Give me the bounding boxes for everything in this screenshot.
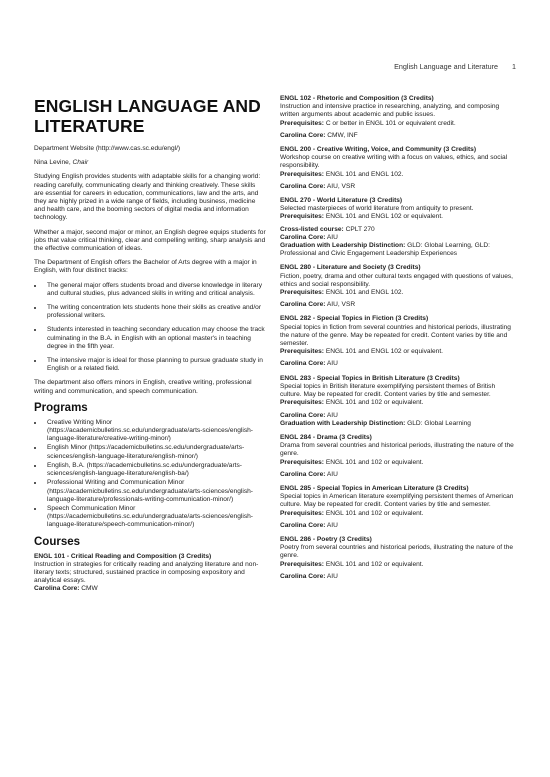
course-engl102 [280,95,518,140]
course-engl285 [280,485,518,530]
carolina-core-label: Carolina Core: [280,182,326,190]
course-description: Instruction in strategies for critically reading and analyzing literature and non-literary texts; structured, sustained practice in composing expository and analytical essays. [34,560,259,585]
carolina-core [34,585,266,593]
carolina-core [280,301,518,309]
page-title [34,96,266,136]
prerequisites-value: ENGL 101 and ENGL 102. [325,170,404,178]
course-description: Poetry from several countries and historical periods, illustrating the nature of the genre. [280,544,514,560]
course-engl283 [280,375,518,428]
course-title: ENGL 102 - Rhetoric and Composition (3 Credits) [280,95,434,102]
carolina-core-label: Carolina Core: [280,360,326,368]
carolina-core-label: Carolina Core: [280,572,326,580]
prerequisites-label: Prerequisites: [280,170,324,178]
course-description: Workshop course on creative writing with a focus on values, ethics, and social responsibility. [280,154,508,170]
carolina-core [280,132,518,140]
carolina-core-label: Carolina Core: [280,521,326,529]
prerequisites [280,171,518,179]
prerequisites [280,561,518,569]
carolina-core [280,412,518,420]
carolina-core-label: Carolina Core: [34,585,80,593]
title-line-2: LITERATURE [34,116,145,136]
leadership-distinction-value: GLD: Global Learning [407,419,471,427]
prerequisites-label: Prerequisites: [280,348,324,356]
prerequisites-value: ENGL 101 and 102 or equivalent. [325,560,424,568]
prerequisites-label: Prerequisites: [280,399,324,407]
prerequisites [280,510,518,518]
intro-paragraph-3: The Department of English offers the Bachelor of Arts degree with a major in English, with four distinct tracks: [34,259,257,275]
carolina-core [280,234,518,242]
intro-paragraph-2: Whether a major, second major or minor, an English degree equips students for jobs that value critical thinking, clear and compelling writing, sharp analysis and the effective communication of ideas. [34,228,266,253]
program-link[interactable]: • English, B.A. (https://academicbulletins.sc.edu/undergraduate/arts-sciences/english-language-literature/english-ba/) [44,462,266,478]
course-description: Special topics in fiction from several countries and historical periods, illustrating the nature of the genre. May be repeated for credit. Content varies by title and semester. [280,323,511,348]
prerequisites-value: ENGL 101 and ENGL 102 or equivalent. [325,348,444,356]
course-description: Special topics in American literature exemplifying persistent themes of American culture. May be repeated for credit. Content varies by title and semester. [280,493,514,509]
tracks-list [34,282,266,374]
department-website-link[interactable]: Department Website (http://www.cas.sc.edu/engl/) [34,145,181,152]
course-title: ENGL 280 - Literature and Society (3 Credits) [280,264,421,272]
prerequisites [280,120,518,128]
leadership-distinction-value: GLD: Global Learning, GLD: Professional and Civic Engagement Leadership Experiences [280,242,490,258]
course-description: Special topics in British literature exemplifying persistent themes of British culture. May be repeated for credit. Content varies by title and semester. [280,382,496,399]
carolina-core-value: AIU, VSR [326,182,356,190]
carolina-core [280,573,518,581]
track-item: • The writing concentration lets students hone their skills as creative and/or professional writers. [44,304,266,320]
carolina-core-label: Carolina Core: [280,470,326,478]
leadership-distinction-label: Graduation with Leadership Distinction: [280,242,406,250]
course-engl282 [280,315,518,368]
carolina-core-value: AIU [326,470,338,478]
prerequisites-value: ENGL 101 and 102 or equivalent. [325,458,424,466]
carolina-core-value: AIU [326,411,338,419]
carolina-core-label: Carolina Core: [280,411,326,419]
course-title: ENGL 282 - Special Topics in Fiction (3 Credits) [280,315,429,323]
program-link[interactable]: • Creative Writing Minor (https://academicbulletins.sc.edu/undergraduate/arts-sciences/english-language-literature/creative-writing-minor/) [44,419,266,444]
cross-listed-value: CPLT 270 [345,225,375,233]
prerequisites-label: Prerequisites: [280,119,324,127]
carolina-core-value: AIU [326,233,338,241]
prerequisites-value: ENGL 101 and 102 or equivalent. [325,509,424,517]
cross-listed-label: Cross-listed course: [280,225,344,233]
carolina-core [280,360,518,368]
leadership-distinction-label: Graduation with Leadership Distinction: [280,419,406,427]
prerequisites [280,213,518,221]
prerequisites-value: ENGL 101 and ENGL 102. [325,289,404,297]
chair-name: Nina Levine, [34,159,71,167]
course-engl284 [280,434,518,479]
chair-line [34,159,266,167]
course-description: Fiction, poetry, drama and other cultural texts engaged with questions of values, ethics and social responsibility. [280,272,513,288]
carolina-core-label: Carolina Core: [280,301,326,309]
leadership-distinction [280,420,518,428]
course-title: ENGL 283 - Special Topics in British Literature (3 Credits) [280,374,460,382]
prerequisites-value: ENGL 101 and 102 or equivalent. [325,399,424,407]
course-engl270 [280,197,518,258]
course-title: ENGL 200 - Creative Writing, Voice, and Community (3 Credits) [280,146,477,154]
prerequisites-label: Prerequisites: [280,560,324,568]
carolina-core [280,183,518,191]
carolina-core-value: AIU [326,572,338,580]
title-line-1: ENGLISH LANGUAGE AND [34,96,261,116]
course-description: Selected masterpieces of world literature from antiquity to present. [280,205,474,213]
carolina-core-label: Carolina Core: [280,233,326,241]
carolina-core-value: AIU [326,360,338,368]
course-title: ENGL 285 - Special Topics in American Literature (3 Credits) [280,484,469,492]
carolina-core-label: Carolina Core: [280,131,326,139]
running-title: English Language and Literature [394,62,498,71]
program-link[interactable]: • Speech Communication Minor (https://academicbulletins.sc.edu/undergraduate/arts-sciences/english-language-literature/speech-communication-minor/) [44,505,266,530]
courses-heading: Courses [34,535,81,548]
course-title: ENGL 270 - World Literature (3 Credits) [280,197,403,205]
intro-paragraph-4: The department also offers minors in English, creative writing, professional writing and communication, and speech communication. [34,379,252,395]
track-item: • The intensive major is ideal for those planning to pursue graduate study in English or a related field. [44,357,266,373]
prerequisites-value: ENGL 101 and ENGL 102 or equivalent. [325,213,444,221]
course-engl286 [280,536,518,581]
prerequisites-label: Prerequisites: [280,509,324,517]
page-number: 1 [512,62,516,71]
course-title: ENGL 284 - Drama (3 Credits) [280,433,372,441]
prerequisites [280,459,518,467]
carolina-core-value: CMW [81,585,98,593]
carolina-core-value: CMW, INF [327,131,358,139]
course-title: ENGL 286 - Poetry (3 Credits) [280,535,372,543]
leadership-distinction [280,242,518,258]
track-item: • Students interested in teaching secondary education may choose the track culminating in the B.A. in English with an optional master's in teaching degree in the fifth year. [44,326,266,351]
course-description: Instruction and intensive practice in researching, analyzing, and composing written arguments about academic and public issues. [280,103,500,119]
prerequisites-label: Prerequisites: [280,458,324,466]
left-column [34,96,266,600]
course-description: Drama from several countries and historical periods, illustrating the nature of the genre. [280,442,514,458]
chair-role: Chair [72,159,89,167]
prerequisites-value: C or better in ENGL 101 or equivalent credit. [325,119,456,127]
carolina-core [280,522,518,530]
course-engl101 [34,553,266,594]
programs-list [34,419,266,530]
prerequisites-label: Prerequisites: [280,289,324,297]
course-engl280 [280,264,518,309]
track-item: • The general major offers students broad and diverse knowledge in literary and cultural studies, plus advanced skills in writing and critical analysis. [44,282,266,298]
prerequisites [280,399,518,407]
carolina-core-value: AIU, VSR [326,301,356,309]
carolina-core [280,471,518,479]
cross-listed [280,226,518,234]
prerequisites-label: Prerequisites: [280,213,324,221]
page-header [34,62,516,71]
intro-paragraph-1: Studying English provides students with adaptable skills for a changing world: reading carefully, communicating clearly and thinking creatively. These skills are essential for careers in education, communications, law and the arts, and they are highly prized in a wide range of fields, including business, medicine and health care, and the booming sectors of digital media and information technology. [34,173,261,222]
right-column [280,95,518,587]
course-engl200 [280,146,518,191]
program-link[interactable]: • English Minor (https://academicbulletins.sc.edu/undergraduate/arts-sciences/english-language-literature/english-minor/) [44,444,266,460]
carolina-core-value: AIU [326,521,338,529]
course-title: ENGL 101 - Critical Reading and Composition (3 Credits) [34,552,212,560]
programs-heading: Programs [34,401,88,414]
prerequisites [280,348,518,356]
program-link[interactable]: • Professional Writing and Communication Minor (https://academicbulletins.sc.edu/undergraduate/arts-sciences/english-language-literature/professionals-writing-communication-minor/) [44,479,266,504]
prerequisites [280,289,518,297]
